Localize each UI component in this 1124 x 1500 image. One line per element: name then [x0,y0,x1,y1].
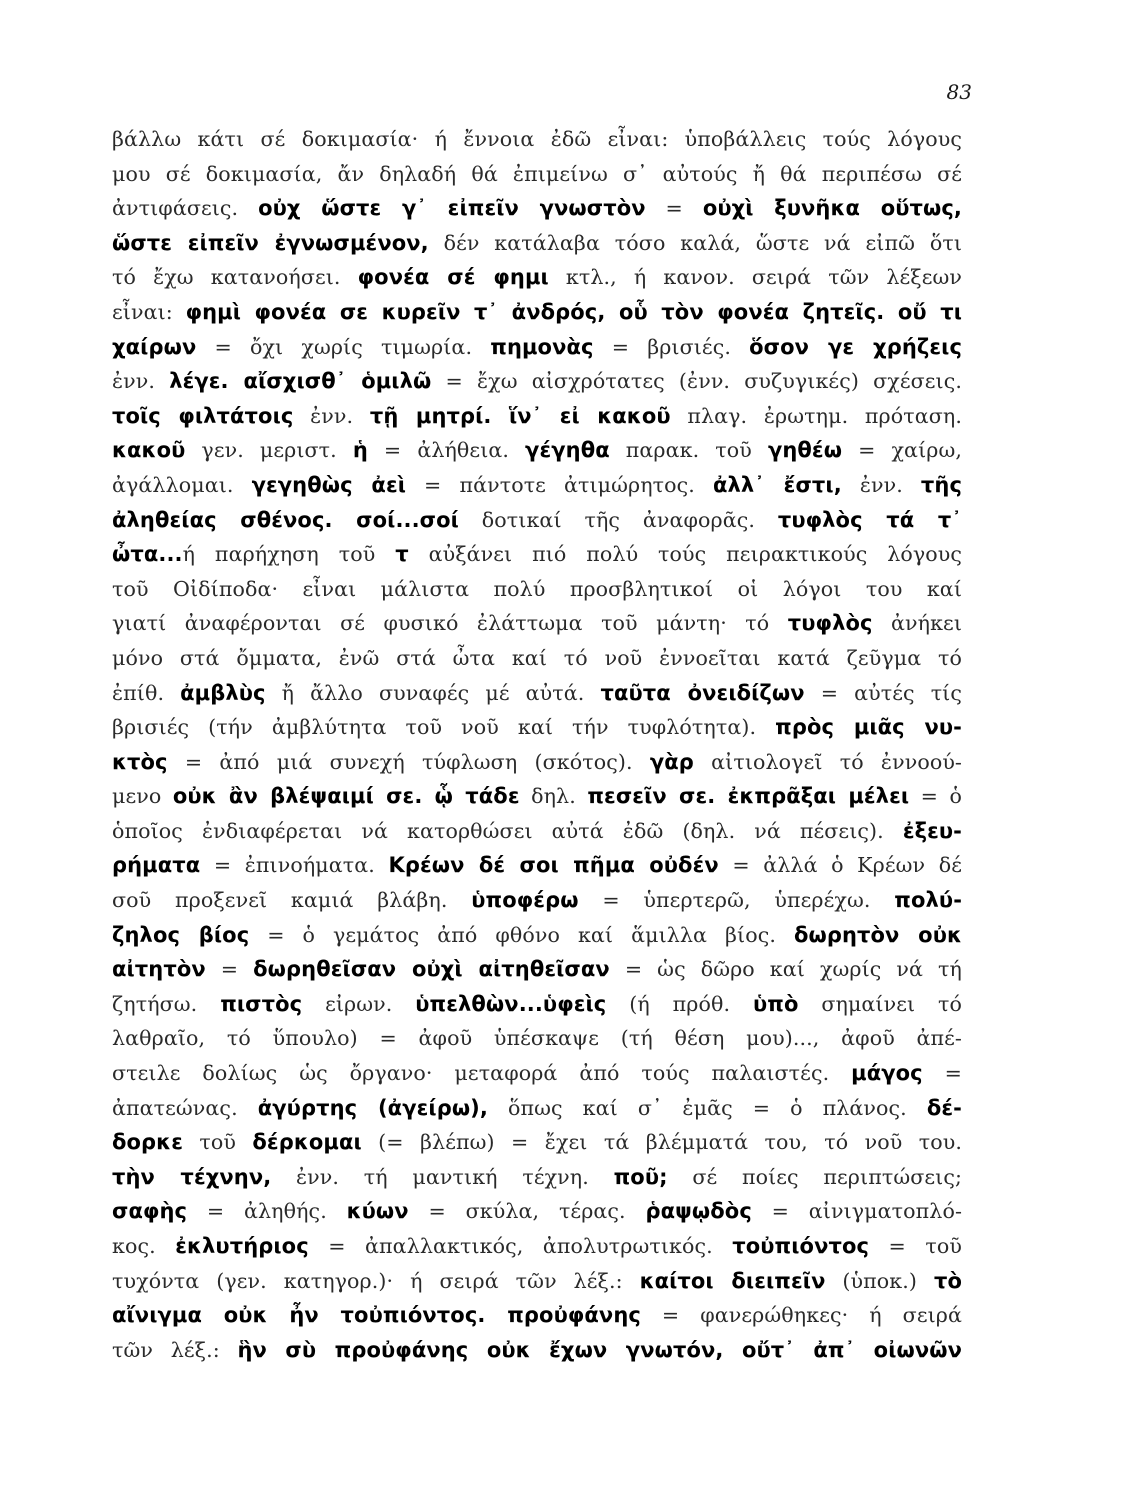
text-line [112,572,962,607]
lemma: ταῦτα ὀνειδίζων [600,680,805,705]
lemma: γὰρ [649,749,694,774]
lemma: πρὸς μιᾶς νυ- [775,715,963,740]
gloss: = ὁ γεμάτος ἀπό φθόνο καί ἅμιλλα βίος. [249,922,794,947]
lemma: τὸ [933,1268,962,1293]
lemma: φονέα σέ φημι [357,265,549,290]
gloss: = ἔχω αἰσχρότατες (ἐνν. συζυγικές) σχέσεις. [431,369,963,394]
text-line [112,399,962,434]
gloss: = ἀπαλλακτικός, ἀπολυτρωτικός. [308,1234,733,1258]
gloss: = βρισιές. [593,334,750,359]
gloss: ζητήσω. [112,991,221,1016]
gloss: κτλ., ή κανον. σειρά τῶν λέξεων [548,265,962,290]
gloss: γεν. μεριστ. [185,438,353,463]
gloss: ὅπως καί σ᾽ ἐμᾶς = ὁ πλάνος. [487,1095,927,1120]
gloss: ἀγάλλομαι. [112,472,252,497]
text-line [112,191,962,226]
text-line [112,226,962,261]
text-line [112,745,962,780]
gloss: τό ἔχω κατανοήσει. [112,265,358,290]
lemma: ζηλος βίος [112,922,250,947]
gloss: = αἰνιγματοπλό- [751,1199,963,1224]
gloss: = [205,957,254,982]
text-line [112,1091,962,1126]
gloss: ἐνν. [293,403,370,428]
gloss: τοῦ Οἰδίποδα· εἶναι μάλιστα πολύ προσβλητικοί οἱ λόγοι του καί [112,576,962,601]
gloss: λαθραῖο, τό ὕπουλο) = ἀφοῦ ὑπέσκαψε (τή θέση μου)..., ἀφοῦ ἀπέ- [112,1026,962,1051]
lemma: ὑποφέρω [471,888,579,913]
gloss: αὐξάνει πιό πολύ τούς πειρακτικούς λόγους [408,542,963,567]
lemma: δωρηθεῖσαν οὐχὶ αἰτηθεῖσαν [253,957,610,982]
lemma: γέγηθα [525,438,610,463]
gloss: ἐπίθ. [112,680,181,705]
text-line [112,676,962,711]
text-line [112,433,962,468]
page-number: 83 [946,80,972,104]
lemma: καίτοι διειπεῖν [639,1268,826,1293]
lemma: ρήματα [112,853,201,878]
gloss: (= βλέπω) = ἔχει τά βλέμματά του, τό νοῦ του. [361,1130,962,1155]
gloss: = χαίρω, [842,438,962,463]
gloss: αἰτιολογεῖ τό ἐννοού- [693,749,962,774]
gloss: εἰρων. [302,991,416,1016]
text-line [112,1264,962,1299]
lemma: δορκε [112,1130,183,1155]
lemma: χαίρων [112,334,197,359]
gloss: κος. [112,1234,176,1258]
lemma: ἀλλ᾽ ἔστι, [712,472,842,497]
text-line [112,1160,962,1195]
lemma: ἀληθείας σθένος. σοί...σοί [112,507,459,532]
lemma: ἣν σὺ προὐφάνης οὐκ ἔχων γνωτόν, οὔτ᾽ ἀπ᾽ οἰωνῶν [237,1337,962,1362]
lemma: πεσεῖν σε. ἐκπρᾶξαι μέλει [587,784,910,809]
gloss: τοῦ [183,1130,253,1155]
text-line [112,1229,962,1264]
lemma: οὐχὶ ξυνῆκα οὕτως, [702,196,962,221]
lemma: ἐκλυτήριος [175,1234,309,1258]
gloss: = αὐτές τίς [804,680,962,705]
lemma: ὅσον γε χρήζεις [749,334,963,359]
gloss: = ὄχι χωρίς τιμωρία. [196,334,491,359]
gloss: μενο [112,784,173,809]
text-line [112,606,962,641]
text-line [112,1298,962,1333]
gloss: εἶναι: [112,299,186,324]
lemma: δέρκομαι [252,1130,362,1155]
lemma: μάγος [851,1061,923,1086]
gloss: ὁποῖος ἐνδιαφέρεται νά κατορθώσει αὐτά ἐδῶ (δηλ. νά πέσεις). [112,818,903,843]
gloss: παρακ. τοῦ [609,438,768,463]
text-line [112,503,962,538]
lemma: δωρητὸν οὐκ [793,922,962,947]
gloss: δηλ. [519,784,588,809]
lemma: γεγηθὼς ἀεὶ [251,472,407,497]
lemma: ἀγύρτης (ἀγείρω), [257,1095,488,1120]
gloss: = πάντοτε ἀτιμώρητος. [406,472,713,497]
lemma: ῥαψῳδὸς [645,1199,752,1224]
text-line [112,1056,962,1091]
lemma: γηθέω [767,438,843,463]
text-line [112,987,962,1022]
gloss: (ή πρόθ. [606,991,753,1016]
gloss: ἐνν. [841,472,921,497]
lemma: πολύ- [894,888,963,913]
text-line [112,918,962,953]
lemma: αἰτητὸν [112,957,206,982]
text-line [112,468,962,503]
lemma: τῆς [920,472,962,497]
gloss: = ὁ [909,784,962,809]
text-line [112,1125,962,1160]
text-line [112,1021,962,1056]
gloss: ή παρήχηση τοῦ [182,542,396,567]
lemma: πιστὸς [220,991,303,1016]
text-line [112,330,962,365]
gloss: βρισιές (τήν ἀμβλύτητα τοῦ νοῦ καί τήν τυφλότητα). [112,715,776,740]
text-line [112,710,962,745]
lemma: δέ- [926,1095,962,1120]
lemma: τοὐπιόντος [732,1234,870,1258]
gloss: = ἐπινοήματα. [200,853,389,878]
lemma: τυφλὸς [787,611,873,636]
lemma: φημὶ φονέα σε κυρεῖν τ᾽ ἀνδρός, οὗ τὸν φονέα ζητεῖς. οὔ τι [185,299,962,324]
gloss: δέν κατάλαβα τόσο καλά, ὥστε νά εἰπῶ ὅτι [428,230,962,255]
gloss: ἀντιφάσεις. [112,196,259,221]
text-line [112,883,962,918]
text-line [112,814,962,849]
gloss: = σκύλα, τέρας. [408,1199,646,1224]
gloss: βάλλω κάτι σέ δοκιμασία· ή ἔννοια ἐδῶ εἶναι: ὑποβάλλεις τούς λόγους [112,127,962,151]
gloss: τυχόντα (γεν. κατηγορ.)· ή σειρά τῶν λέξ.: [112,1268,640,1293]
lemma: πημονὰς [490,334,594,359]
gloss: = ἀλήθεια. [367,438,526,463]
lemma: Κρέων δέ σοι πῆμα οὐδέν [388,853,719,878]
gloss: = τοῦ [869,1234,962,1258]
gloss: = ἀπό μιά συνεχή τύφλωση (σκότος). [167,749,650,774]
gloss: γιατί ἀναφέρονται σέ φυσικό ἐλάττωμα τοῦ μάντη· τό [112,611,788,636]
gloss: = ἀλλά ὁ Κρέων δέ [718,853,962,878]
text-line [112,641,962,676]
lemma: τὴν τέχνην, [112,1164,272,1189]
text-line [112,157,962,192]
lemma: οὐκ ἂν βλέψαιμί σε. ᾧ τάδε [172,784,520,809]
text-line [112,1194,962,1229]
gloss: σημαίνει τό [798,991,963,1016]
lemma: τυφλὸς τά τ᾽ [777,507,962,532]
lemma: ὦτα... [112,542,183,567]
gloss: πλαγ. ἐρωτημ. πρόταση. [670,403,962,428]
lemma: κύων [346,1199,409,1224]
gloss: ἀπατεώνας. [112,1095,258,1120]
lemma: ἡ [352,438,368,463]
text-line [112,295,962,330]
lemma: λέγε. αἴσχισθ᾽ ὁμιλῶ [169,369,432,394]
gloss: δοτικαί τῆς ἀναφορᾶς. [458,507,778,532]
text-line [112,952,962,987]
gloss: = ἀληθής. [187,1199,347,1224]
text-line [112,848,962,883]
text-line [112,779,962,814]
lemma: ἀμβλὺς [180,680,266,705]
lemma: τ [395,542,409,567]
lemma: τῇ μητρί. ἵν᾽ εἰ κακοῦ [369,403,671,428]
gloss: ἤ ἄλλο συναφές μέ αὐτά. [265,680,601,705]
gloss: ἐνν. τή μαντική τέχνη. [271,1164,614,1189]
gloss: ἐνν. [112,369,170,394]
gloss: σοῦ προξενεῖ καμιά βλάβη. [112,888,472,913]
lemma: ὥστε εἰπεῖν ἐγνωσμένον, [112,230,429,255]
lemma: οὐχ ὥστε γ᾽ εἰπεῖν γνωστὸν [258,196,646,221]
text-line [112,364,962,399]
text-line [112,122,962,157]
text-line [112,260,962,295]
lemma: ὑπελθὼν...ὑφεὶς [415,991,607,1016]
lemma: ποῦ; [613,1164,668,1189]
gloss: = [645,196,703,221]
text-line [112,1333,962,1368]
lemma: ὑπὸ [752,991,799,1016]
lemma: κτὸς [112,749,168,774]
gloss: τῶν λέξ.: [112,1337,238,1362]
lemma: κακοῦ [112,438,186,463]
lemma: τοῖς φιλτάτοις [112,403,294,428]
text-line [112,537,962,572]
gloss: = ὑπερτερῶ, ὑπερέχω. [578,888,895,913]
gloss: (ὑποκ.) [825,1268,934,1293]
gloss: μου σέ δοκιμασία, ἄν δηλαδή θά ἐπιμείνω σ᾽ αὐτούς ἤ θά περιπέσω σέ [112,161,962,186]
gloss: = ὡς δῶρο καί χωρίς νά τή [609,957,962,982]
lemma: σαφὴς [112,1199,188,1224]
gloss: στειλε δολίως ὡς ὄργανο· μεταφορά ἀπό τούς παλαιστές. [112,1061,852,1086]
lemma: ἐξευ- [902,818,962,843]
lemma: αἴνιγμα οὐκ ἦν τοὐπιόντος. προὐφάνης [112,1303,641,1328]
commentary-text [112,122,962,1367]
gloss: σέ ποίες περιπτώσεις; [667,1164,962,1189]
gloss: μόνο στά ὄμματα, ἐνῶ στά ὦτα καί τό νοῦ ἐννοεῖται κατά ζεῦγμα τό [112,645,962,670]
gloss: = φανερώθηκες· ή σειρά [640,1303,962,1328]
gloss: = [922,1061,962,1086]
gloss: ἀνήκει [872,611,962,636]
